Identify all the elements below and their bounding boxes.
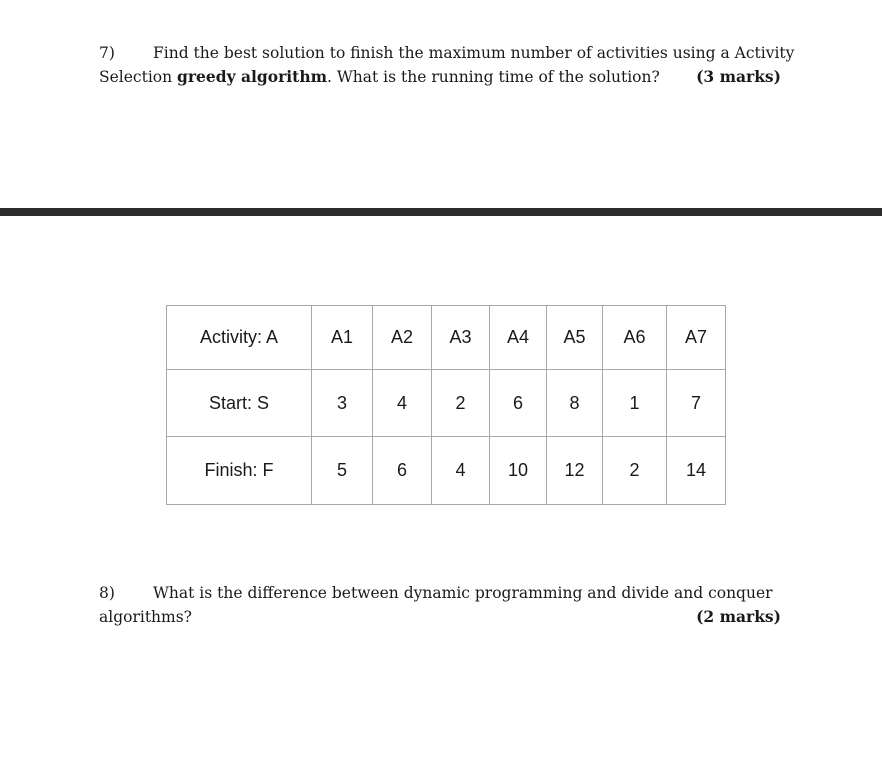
row-label-finish: Finish: F [167, 437, 312, 505]
table-cell: 6 [490, 370, 547, 437]
table-cell: 7 [667, 370, 726, 437]
question-7-text-line-1: Find the best solution to finish the maximum number of activities using a Activity [153, 44, 795, 62]
question-7-line-2 [99, 65, 781, 89]
table-cell: 10 [490, 437, 547, 505]
table-cell: 2 [432, 370, 490, 437]
table-cell: 1 [603, 370, 667, 437]
table-cell: A3 [432, 306, 490, 370]
question-7-line-1 [99, 41, 795, 65]
row-label-start: Start: S [167, 370, 312, 437]
question-7-text-line-2-end: . What is the running time of the solution? [327, 68, 660, 86]
table-row-finish [167, 437, 726, 505]
table-cell: 3 [312, 370, 373, 437]
row-label-activity: Activity: A [167, 306, 312, 370]
table-cell: 8 [547, 370, 603, 437]
question-7-text-line-2-start: Selection [99, 68, 178, 86]
table-row-start [167, 370, 726, 437]
table-cell: A1 [312, 306, 373, 370]
question-7-number: 7) [99, 44, 115, 62]
table-cell: 4 [432, 437, 490, 505]
question-7 [99, 41, 795, 89]
question-8-line-2 [99, 605, 781, 629]
question-7-emphasis: greedy algorithm [177, 67, 327, 86]
table-cell: 5 [312, 437, 373, 505]
question-8-text-line-2: algorithms? [99, 608, 192, 626]
table-cell: 2 [603, 437, 667, 505]
table-cell: A4 [490, 306, 547, 370]
table-cell: 4 [373, 370, 432, 437]
question-7-marks: (3 marks) [696, 67, 781, 86]
table-cell: A7 [667, 306, 726, 370]
table-cell: 12 [547, 437, 603, 505]
table-row-activity [167, 306, 726, 370]
table-cell: A5 [547, 306, 603, 370]
table-cell: A6 [603, 306, 667, 370]
question-8-marks: (2 marks) [696, 607, 781, 626]
section-divider [0, 208, 882, 216]
table-cell: 14 [667, 437, 726, 505]
table-cell: 6 [373, 437, 432, 505]
activity-table [166, 305, 726, 505]
table-cell: A2 [373, 306, 432, 370]
question-8-line-1 [99, 581, 781, 605]
question-8 [99, 581, 781, 629]
question-8-number: 8) [99, 584, 115, 602]
question-8-text-line-1: What is the difference between dynamic programming and divide and conquer [153, 584, 773, 602]
